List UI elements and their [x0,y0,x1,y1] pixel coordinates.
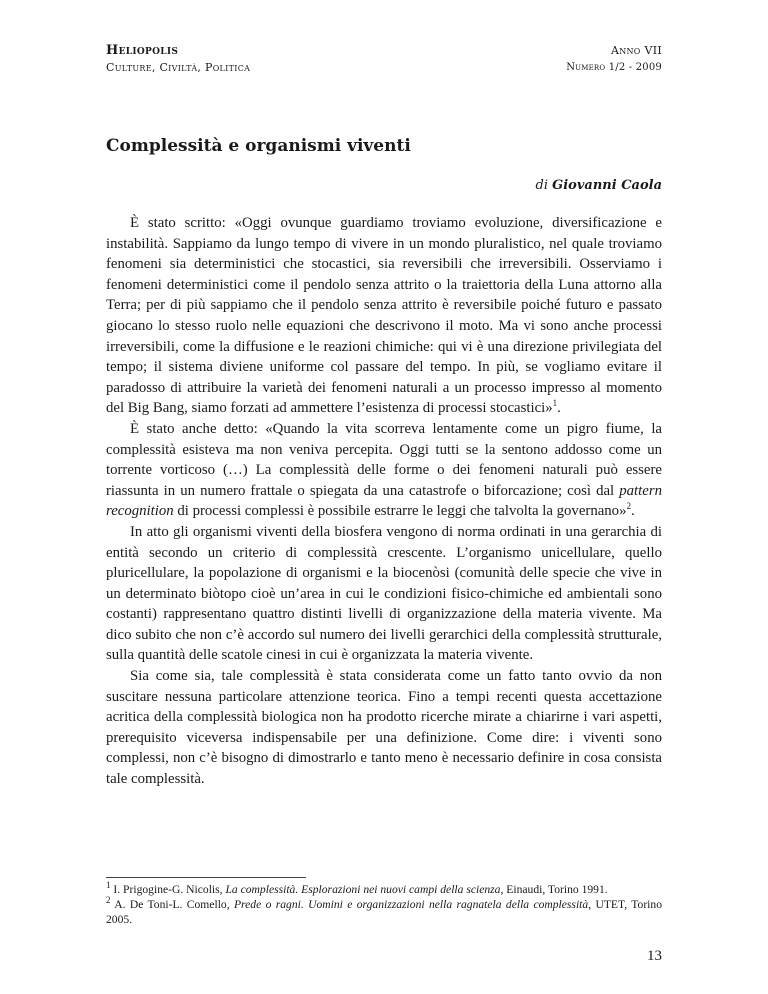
footnote-ref-2[interactable]: 2 [626,501,631,512]
paragraph-4: Sia come sia, tale complessità è stata considerata come un fatto tanto ovvio da non suscitare nessuna particolare attenzione teorica. Fino a tempi recenti questa accettazione acritica della complessità biologica non ha prodotto ricerche mirate a chiarirne i vari aspetti, prerequisito viceversa indispensabile per una definizione. Come dire: i viventi sono complessi, non c’è bisogno di dimostrarlo e tanto meno è necessario definire in cosa consista tale complessità. [106,668,662,788]
byline-prefix: di [535,178,548,193]
running-header-right [566,42,662,76]
byline [536,178,662,193]
journal-issue: Numero 1/2 - 2009 [566,62,662,73]
journal-year: Anno VII [610,44,662,57]
footnote-2: $^2$ A. De Toni-L. Comello, Prede o ragni. Uomini e organizzazioni nella ragnatela della complessità, UTET, Torino 2005. [106,895,662,926]
article-body [106,213,662,790]
footnote-ref-1[interactable]: 1 [552,398,558,409]
article-title: Complessità e organismi viventi [106,136,411,156]
paragraph-1: È stato scritto: «Oggi ovunque guardiamo troviamo evoluzione, diversificazione e instabilità. Sappiamo da lungo tempo di vivere in un mondo pluralistico, nel quale troviamo fenomeni sia deterministici che stocastici, sia reversibili che irreversibili. Osserviamo i fenomeni deterministici come il pendolo senza attrito o la traiettoria della Luna attorno alla Terra; per di più sappiamo che il pendolo senza attrito è reversibile poiché futuro e passato giocano lo stesso ruolo nelle equazioni che descrivono il moto. Ma vi sono anche processi irreversibili, come la diffusione e le reazioni chimiche: qui vi è una direzione privilegiata del tempo; il sistema diviene uniforme col passare del tempo. In più, se vogliamo evitare il paradosso di attribuire la varietà dei fenomeni naturali a un processo impresso al momento del Big Bang, siamo forzati ad ammettere l’esistenza di processi stocastici»$^1$. [106,215,662,417]
paragraph-2: È stato anche detto: «Quando la vita scorreva lentamente come un pigro fiume, la complessità esisteva ma non veniva percepita. Oggi tutti se la sentono addosso come un torrente vorticoso (…) La complessità delle forme o dei fenomeni naturali può essere riassunta in un numero frattale o spiegata da una catastrofe o biforcazione; così dal pattern recognition di processi complessi è possibile estrarre le leggi che talvolta la governano»$^2$. [106,420,662,520]
journal-name: Heliopolis [106,43,179,58]
journal-subtitle: Culture, Civiltà, Politica [106,61,251,74]
footnote-divider [106,877,306,878]
page-number: 13 [647,948,662,964]
paragraph-3: In atto gli organismi viventi della biosfera vengono di norma ordinati in una gerarchia di entità secondo un criterio di complessità crescente. L’organismo unicellulare, quello pluricellulare, la popolazione di organismi e la biocenòsi (comunità delle specie che vive in un determinato biòtopo cioè un’area in cui le condizioni fisico-chimiche ed ambientali sono costanti) rappresentano quattro distinti livelli di organizzazione della materia vivente. Ma dico subito che non c’è accordo sul numero dei livelli gerarchici della complessità strutturale, sulla quantità delle scatole cinesi in cui è organizzata la materia vivente. [106,523,662,664]
running-header-left [106,42,250,76]
footnotes [106,882,662,927]
footnote-1: $^1$ I. Prigogine-G. Nicolis, La complessità. Esplorazioni nei nuovi campi della scienza, Einaudi, Torino 1991. [106,880,608,896]
author-name: Giovanni Caola [552,178,662,193]
